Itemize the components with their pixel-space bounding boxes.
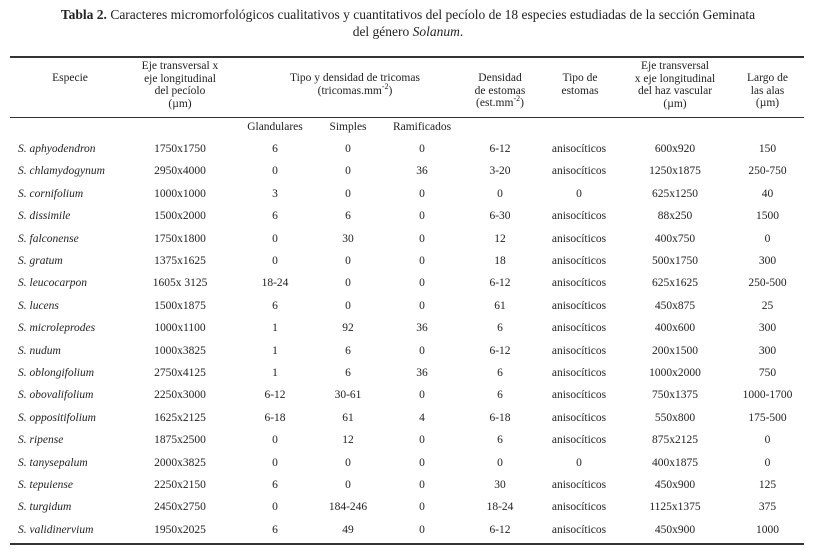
header-especie: Especie: [52, 72, 88, 84]
cell-largo-alas: 300: [758, 345, 777, 357]
cell-eje-peciolo: 1625x2125: [154, 412, 206, 424]
cell-tipo-estomas: anisocíticos: [551, 524, 607, 536]
cell-eje-haz: 450x900: [654, 524, 696, 536]
cell-eje-peciolo: 2000x3825: [154, 457, 206, 469]
header-eje-haz-line1: Eje transversal: [640, 60, 709, 72]
header-tipo-densidad-unit: $(tricomas.mm^{-2})$: [317, 81, 393, 97]
cell-eje-haz: 1000x2000: [649, 367, 701, 379]
cell-eje-peciolo: 1000x3825: [154, 345, 206, 357]
cell-ramificados: 36: [416, 367, 428, 379]
header-largo-line3: (µm): [755, 97, 780, 109]
cell-tipo-estomas: anisocíticos: [551, 367, 607, 379]
header-tipo-estomas-line2: estomas: [561, 84, 599, 97]
cell-simples: 0: [345, 300, 351, 312]
caption-text: Caracteres micromorfológicos cualitativos y cuantitativos del pecíolo de 18 especies estudiadas de la sección Geminata: [106, 7, 756, 22]
cell-eje-haz: 750x1375: [652, 389, 698, 401]
subheader-ramificados: Ramificados: [392, 121, 452, 133]
cell-largo-alas: 40: [761, 188, 774, 200]
cell-eje-haz: 1250x1875: [649, 165, 701, 177]
cell-largo-alas: 1000: [756, 524, 779, 536]
cell-ramificados: 36: [416, 165, 428, 177]
header-eje-line1: Eje transversal x: [141, 60, 219, 72]
cell-ramificados: 36: [416, 322, 428, 334]
cell-eje-peciolo: 1000x1100: [154, 322, 206, 334]
cell-especie: S. oppositifolium: [18, 412, 96, 424]
header-eje-line4: (µm): [168, 97, 192, 110]
cell-glandulares: 18-24: [261, 277, 289, 289]
cell-ramificados: 4: [419, 412, 425, 424]
cell-simples: 184-246: [328, 501, 368, 513]
cell-largo-alas: 25: [761, 300, 774, 312]
cell-simples: 30-61: [334, 389, 362, 401]
cell-tipo-estomas: anisocíticos: [551, 322, 607, 334]
cell-simples: 6: [345, 210, 351, 222]
cell-glandulares: 6: [272, 210, 278, 222]
header-eje-line2: eje longitudinal: [144, 72, 216, 85]
cell-densidad-estomas: 61: [494, 300, 506, 312]
cell-especie: S. tanysepalum: [18, 457, 88, 469]
cell-densidad-estomas: 6-12: [489, 345, 511, 357]
cell-tipo-estomas: anisocíticos: [551, 233, 607, 245]
cell-ramificados: 0: [419, 389, 425, 401]
cell-densidad-estomas: 6: [497, 367, 503, 379]
cell-tipo-estomas: anisocíticos: [551, 143, 607, 155]
cell-ramificados: 0: [419, 233, 425, 245]
cell-simples: 6: [345, 345, 351, 357]
cell-especie: S. aphyodendron: [18, 143, 96, 155]
header-densidad-line2: de estomas: [474, 84, 526, 97]
cell-tipo-estomas: anisocíticos: [551, 412, 607, 424]
cell-simples: 12: [342, 434, 354, 446]
cell-tipo-estomas: anisocíticos: [551, 434, 607, 446]
cell-simples: 61: [342, 412, 354, 424]
cell-largo-alas: 750: [758, 367, 777, 379]
cell-eje-peciolo: 2250x3000: [154, 389, 206, 401]
cell-densidad-estomas: 6-30: [489, 210, 511, 222]
cell-eje-haz: 400x1875: [652, 457, 698, 469]
cell-ramificados: 0: [419, 501, 425, 513]
cell-eje-peciolo: 1000x1000: [154, 188, 206, 200]
cell-eje-haz: 450x875: [654, 300, 696, 312]
cell-tipo-estomas: anisocíticos: [551, 345, 607, 357]
cell-eje-peciolo: 1375x1625: [154, 255, 206, 267]
cell-densidad-estomas: 6-18: [489, 412, 511, 424]
cell-especie: S. tepuiense: [18, 479, 73, 491]
cell-glandulares: 0: [272, 255, 278, 267]
cell-glandulares: 6: [272, 143, 278, 155]
cell-eje-peciolo: 1950x2025: [154, 524, 206, 536]
cell-glandulares: 0: [272, 165, 278, 177]
cell-largo-alas: 0: [764, 457, 771, 469]
cell-densidad-estomas: 6: [497, 434, 503, 446]
cell-glandulares: 0: [272, 501, 278, 513]
cell-largo-alas: 125: [758, 479, 777, 491]
cell-largo-alas: 250-750: [748, 165, 787, 177]
cell-largo-alas: 1500: [756, 210, 779, 222]
cell-ramificados: 0: [419, 434, 425, 446]
cell-eje-peciolo: 2950x4000: [154, 165, 206, 177]
cell-glandulares: 6-18: [264, 412, 286, 424]
cell-densidad-estomas: 6-12: [489, 143, 511, 155]
cell-simples: 30: [342, 233, 354, 245]
cell-glandulares: 6: [272, 300, 278, 312]
cell-tipo-estomas: anisocíticos: [551, 277, 607, 289]
cell-especie: S. nudum: [18, 345, 61, 357]
cell-densidad-estomas: 0: [497, 188, 503, 200]
header-densidad-line1: Densidad: [478, 72, 522, 84]
header-eje-peciolo: [125, 60, 235, 110]
header-tipo-estomas: [540, 72, 620, 97]
cell-simples: 0: [345, 143, 351, 155]
cell-largo-alas: 175-500: [748, 412, 787, 424]
cell-eje-haz: 200x1500: [652, 345, 698, 357]
subheader-glandulares: Glandulares: [247, 121, 303, 133]
cell-eje-peciolo: 2250x2150: [154, 479, 206, 491]
header-largo-line2: las alas: [750, 84, 785, 97]
cell-eje-haz: 500x1750: [652, 255, 698, 267]
cell-eje-haz: 625x1250: [652, 188, 698, 200]
cell-glandulares: 0: [272, 457, 278, 469]
cell-tipo-estomas: anisocíticos: [551, 255, 607, 267]
cell-especie: S. gratum: [18, 255, 63, 267]
cell-glandulares: 0: [272, 434, 278, 446]
cell-largo-alas: 250-500: [748, 277, 787, 289]
table-caption: [8, 6, 808, 40]
header-eje-haz: [620, 60, 730, 110]
cell-ramificados: 0: [419, 345, 425, 357]
cell-densidad-estomas: 6-12: [489, 524, 511, 536]
cell-densidad-estomas: 6: [497, 389, 503, 401]
header-rule: [10, 117, 804, 118]
cell-simples: 0: [345, 165, 351, 177]
cell-tipo-estomas: anisocíticos: [551, 165, 607, 177]
cell-ramificados: 0: [419, 479, 425, 491]
subheader-simples: Simples: [329, 121, 367, 133]
header-largo-line1: Largo de: [747, 72, 788, 84]
cell-tipo-estomas: 0: [576, 188, 582, 200]
cell-simples: 0: [345, 277, 351, 289]
cell-especie: S. cornifolium: [18, 188, 84, 200]
cell-especie: S. ripense: [18, 434, 64, 446]
header-tipo-densidad: [245, 72, 465, 97]
cell-eje-haz: 400x600: [654, 322, 696, 334]
cell-ramificados: 0: [419, 143, 425, 155]
cell-largo-alas: 0: [764, 434, 771, 446]
cell-glandulares: 6-12: [264, 389, 286, 401]
cell-simples: 0: [345, 457, 351, 469]
header-densidad-unit: $(est.mm^{-2})$: [476, 94, 524, 109]
header-largo-alas: [730, 72, 805, 110]
header-eje-haz-line3: del haz vascular: [637, 85, 713, 97]
cell-especie: S. leucocarpon: [18, 277, 87, 289]
cell-eje-peciolo: 2450x2750: [154, 501, 206, 513]
cell-especie: S. validinervium: [18, 524, 94, 536]
cell-glandulares: 6: [272, 479, 278, 491]
cell-largo-alas: 1000-1700: [742, 389, 793, 401]
caption-end: .: [459, 24, 464, 39]
cell-largo-alas: 0: [764, 233, 771, 245]
cell-simples: 92: [342, 322, 354, 334]
header-eje-line3: del pecíolo: [154, 85, 206, 97]
cell-ramificados: 0: [419, 277, 425, 289]
cell-eje-haz: 1125x1375: [649, 501, 701, 513]
caption-genus: Solanum: [412, 24, 460, 39]
cell-simples: 49: [342, 524, 354, 536]
cell-especie: S. chlamydogynum: [18, 165, 105, 177]
cell-eje-peciolo: 1500x2000: [154, 210, 206, 222]
cell-especie: S. turgidum: [18, 501, 72, 513]
cell-eje-peciolo: 1750x1800: [154, 233, 206, 245]
cell-glandulares: 6: [272, 524, 278, 536]
cell-eje-peciolo: 1605x 3125: [152, 277, 208, 289]
cell-simples: 0: [345, 479, 351, 491]
top-rule: [10, 56, 804, 58]
cell-glandulares: 1: [272, 367, 278, 379]
header-densidad-estomas: [460, 72, 540, 110]
cell-eje-haz: 88x250: [657, 210, 693, 222]
cell-largo-alas: 150: [758, 143, 777, 155]
cell-eje-haz: 450x900: [654, 479, 696, 491]
cell-glandulares: 1: [272, 345, 278, 357]
cell-ramificados: 0: [419, 300, 425, 312]
cell-especie: S. obovalifolium: [18, 389, 94, 401]
cell-densidad-estomas: 0: [497, 457, 503, 469]
cell-eje-peciolo: 1875x2500: [154, 434, 206, 446]
cell-eje-haz: 600x920: [654, 143, 696, 155]
cell-tipo-estomas: anisocíticos: [551, 389, 607, 401]
header-tipo-estomas-line1: Tipo de: [562, 72, 598, 84]
cell-densidad-estomas: 18-24: [486, 501, 514, 513]
cell-eje-peciolo: 1500x1875: [154, 300, 206, 312]
cell-densidad-estomas: 12: [494, 233, 506, 245]
header-tipo-densidad-line1: Tipo y densidad de tricomas: [290, 72, 420, 84]
bottom-rule: [10, 543, 804, 545]
cell-especie: S. falconense: [18, 233, 79, 245]
cell-ramificados: 0: [419, 188, 425, 200]
cell-eje-haz: 625x1625: [652, 277, 698, 289]
cell-especie: S. oblongifolium: [18, 367, 95, 379]
cell-eje-haz: 550x800: [654, 412, 696, 424]
cell-densidad-estomas: 6-12: [489, 277, 511, 289]
cell-ramificados: 0: [419, 255, 425, 267]
cell-eje-haz: 400x750: [654, 233, 696, 245]
cell-densidad-estomas: 3-20: [489, 165, 511, 177]
cell-eje-peciolo: 1750x1750: [154, 143, 206, 155]
cell-ramificados: 0: [419, 457, 425, 469]
cell-simples: 0: [345, 188, 351, 200]
cell-glandulares: 1: [272, 322, 278, 334]
cell-simples: 0: [345, 255, 351, 267]
cell-glandulares: 3: [272, 188, 278, 200]
cell-especie: S. lucens: [18, 300, 59, 312]
caption-label: Tabla 2.: [60, 7, 107, 22]
header-eje-haz-line2: x eje longitudinal: [634, 72, 716, 85]
cell-ramificados: 0: [419, 210, 425, 222]
caption-text-2: del género: [352, 24, 413, 39]
cell-eje-peciolo: 2750x4125: [154, 367, 206, 379]
cell-ramificados: 0: [419, 524, 425, 536]
cell-simples: 6: [345, 367, 351, 379]
cell-densidad-estomas: 18: [494, 255, 506, 267]
cell-largo-alas: 375: [758, 501, 777, 513]
cell-largo-alas: 300: [758, 322, 777, 334]
cell-glandulares: 0: [272, 233, 278, 245]
cell-especie: S. microleprodes: [18, 322, 96, 334]
cell-largo-alas: 300: [758, 255, 777, 267]
cell-especie: S. dissimile: [18, 210, 71, 222]
cell-tipo-estomas: anisocíticos: [551, 501, 607, 513]
header-eje-haz-line4: (µm): [663, 97, 687, 110]
cell-tipo-estomas: anisocíticos: [551, 210, 607, 222]
cell-densidad-estomas: 6: [497, 322, 503, 334]
cell-eje-haz: 875x2125: [652, 434, 698, 446]
cell-tipo-estomas: 0: [576, 457, 582, 469]
cell-tipo-estomas: anisocíticos: [551, 300, 607, 312]
cell-tipo-estomas: anisocíticos: [551, 479, 607, 491]
cell-densidad-estomas: 30: [494, 479, 506, 491]
